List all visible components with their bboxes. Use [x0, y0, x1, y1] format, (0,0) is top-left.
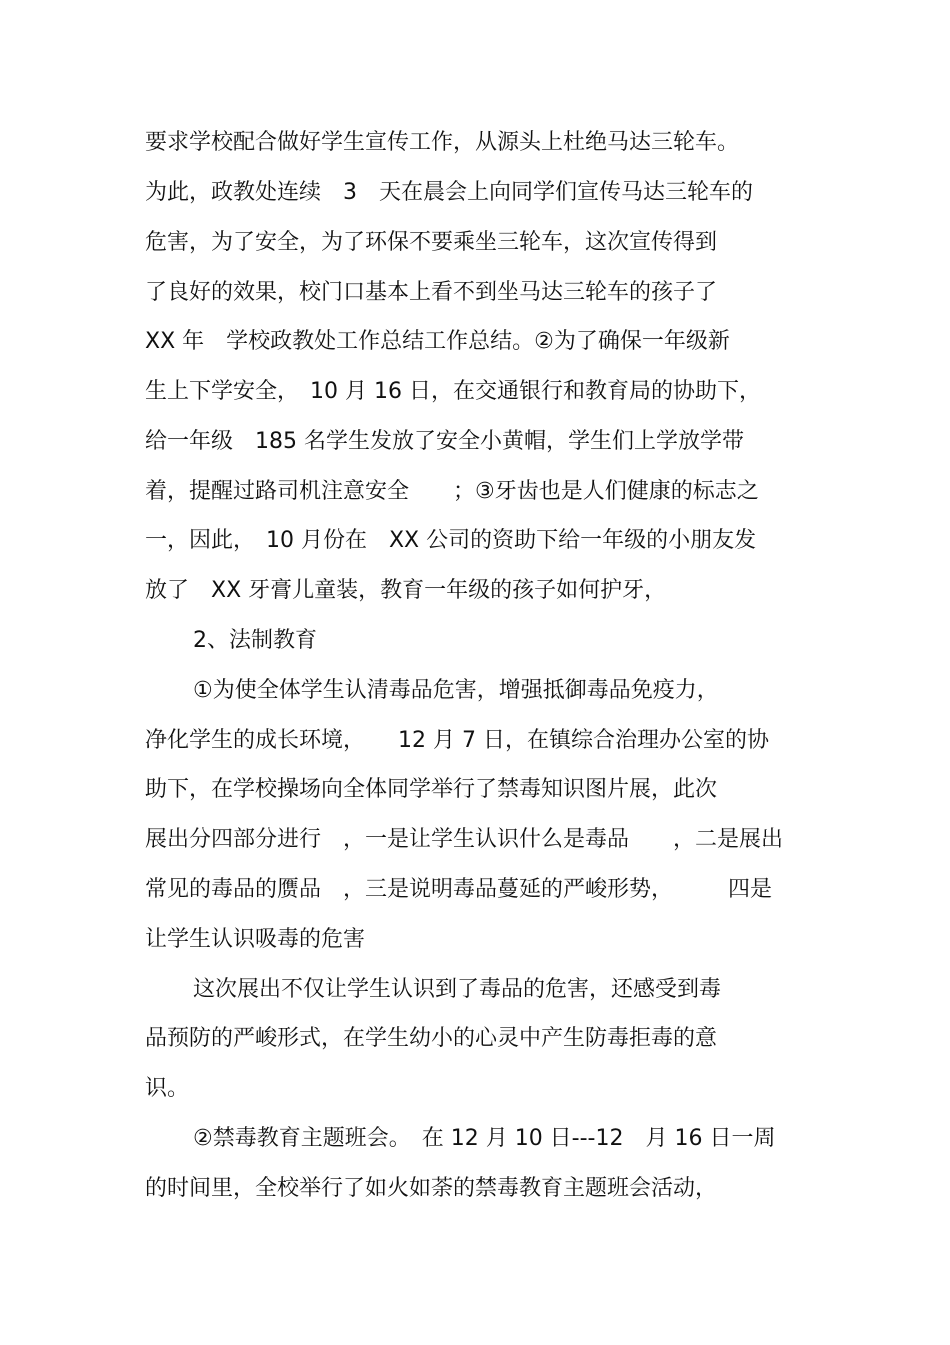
- text-line: ①为使全体学生认清毒品危害，增强抵御毒品免疫力，: [193, 678, 719, 703]
- text-line: 让学生认识吸毒的危害: [145, 927, 366, 952]
- text-line: 识。: [145, 1076, 190, 1101]
- text-line: 了良好的效果，校门口基本上看不到坐马达三轮车的孩子了: [145, 280, 718, 305]
- text-line: 助下，在学校操场向全体同学举行了禁毒知识图片展，此次: [145, 777, 718, 802]
- text-line: 放了 XX 牙膏儿童装，教育一年级的孩子如何护牙，: [145, 578, 667, 603]
- text-line: 一，因此， 10 月份在 XX 公司的资助下给一年级的小朋友发: [145, 528, 757, 553]
- text-line: 为此，政教处连续 3 天在晨会上向同学们宣传马达三轮车的: [145, 180, 753, 205]
- text-line: 着，提醒过路司机注意安全 ；③牙齿也是人们健康的标志之: [145, 479, 759, 504]
- text-line: 生上下学安全， 10 月 16 日，在交通银行和教育局的协助下，: [145, 379, 761, 404]
- text-line: 常见的毒品的赝品 ，三是说明毒品蔓延的严峻形势， 四是: [145, 877, 773, 902]
- section-heading: 2、法制教育: [193, 628, 317, 653]
- text-line: 展出分四部分进行 ，一是让学生认识什么是毒品 ，二是展出: [145, 827, 784, 852]
- text-line: XX 年 学校政教处工作总结工作总结。②为了确保一年级新: [145, 329, 730, 354]
- text-line: ②禁毒教育主题班会。 在 12 月 10 日---12 月 16 日一周: [193, 1126, 776, 1151]
- text-line: 要求学校配合做好学生宣传工作，从源头上杜绝马达三轮车。: [145, 130, 740, 155]
- text-line: 的时间里，全校举行了如火如荼的禁毒教育主题班会活动，: [145, 1176, 718, 1201]
- text-line: 危害，为了安全，为了环保不要乘坐三轮车，这次宣传得到: [145, 230, 718, 255]
- text-line: 给一年级 185 名学生发放了安全小黄帽，学生们上学放学带: [145, 429, 744, 454]
- text-line: 这次展出不仅让学生认识到了毒品的危害，还感受到毒: [193, 977, 722, 1002]
- text-line: 净化学生的成长环境， 12 月 7 日，在镇综合治理办公室的协: [145, 728, 769, 753]
- text-line: 品预防的严峻形式，在学生幼小的心灵中产生防毒拒毒的意: [145, 1026, 718, 1051]
